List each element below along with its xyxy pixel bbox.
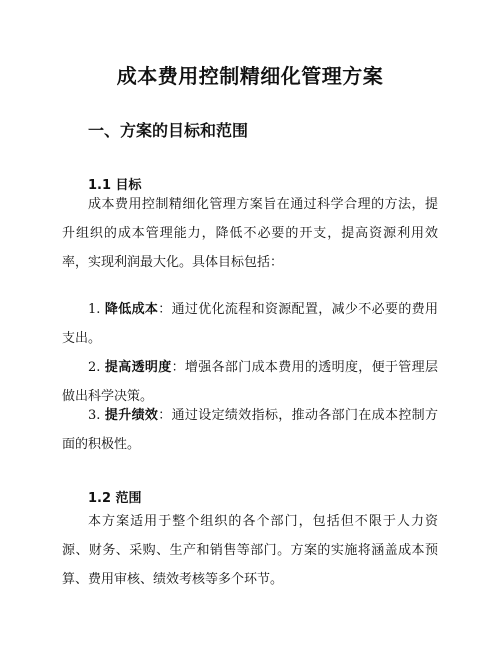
goals-intro-paragraph: 成本费用控制精细化管理方案旨在通过科学合理的方法，提升组织的成本管理能力，降低不必要的开支，提高资源利用效率，实现利润最大化。具体目标包括： (62, 197, 438, 270)
goal-item-1-label: 降低成本 (104, 302, 159, 317)
goal-item-1 (62, 295, 438, 353)
goal-item-2-label: 提高透明度 (104, 360, 172, 375)
goal-item-2-number: 2. (88, 360, 101, 375)
subsection-heading-goals: 1.1 目标 (88, 178, 142, 193)
goal-item-1-number: 1. (88, 302, 101, 317)
goal-item-3 (62, 401, 438, 459)
goal-item-1-text: ：通过优化流程和资源配置，减少不必要的费用支出。 (62, 302, 438, 346)
subsection-heading-scope: 1.2 范围 (88, 491, 142, 506)
document-title: 成本费用控制精细化管理方案 (116, 64, 384, 88)
goal-item-2-text: ：增强各部门成本费用的透明度，便于管理层做出科学决策。 (62, 360, 438, 404)
goal-item-3-text: ：通过设定绩效指标，推动各部门在成本控制方面的积极性。 (62, 408, 438, 452)
goal-item-3-number: 3. (88, 408, 101, 423)
goal-item-3-label: 提升绩效 (104, 408, 159, 423)
scope-paragraph: 本方案适用于整个组织的各个部门，包括但不限于人力资源、财务、采购、生产和销售等部门。方案的实施将涵盖成本预算、费用审核、绩效考核等多个环节。 (62, 514, 438, 587)
section-heading-goals-scope: 一、方案的目标和范围 (88, 121, 249, 140)
